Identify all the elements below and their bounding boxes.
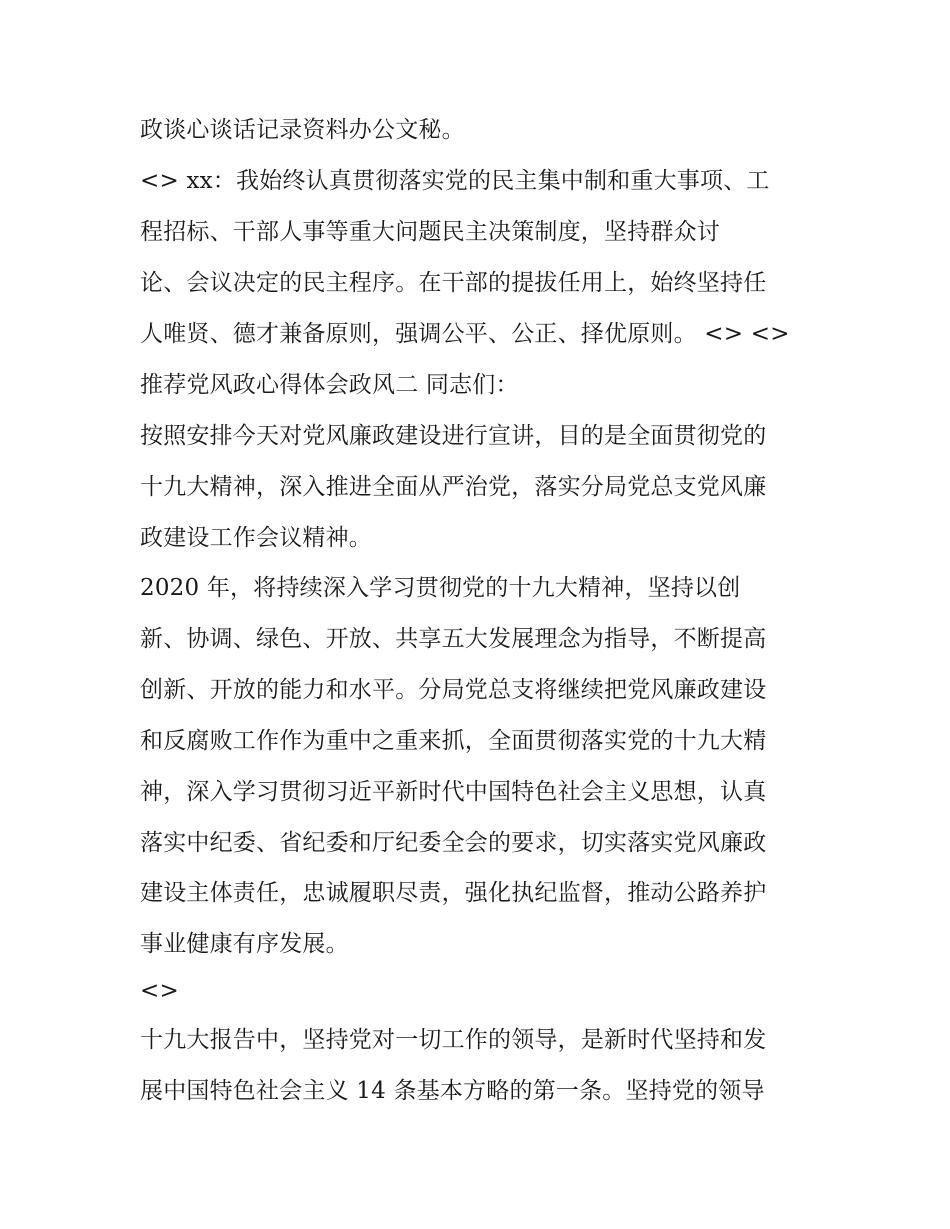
text-line: 事业健康有序发展。 xyxy=(140,931,349,957)
text-line: 政谈心谈话记录资料办公文秘。 xyxy=(140,117,465,143)
text-line: 2020 年，将持续深入学习贯彻党的十九大精神，坚持以创 xyxy=(140,575,741,601)
text-line: 十九大报告中，坚持党对一切工作的领导，是新时代坚持和发 xyxy=(140,1027,767,1053)
text-line: 按照安排今天对党风廉政建设进行宣讲，目的是全面贯彻党的 xyxy=(140,423,767,449)
text-line: 十九大精神，深入推进全面从严治党，落实分局党总支党风廉 xyxy=(140,474,767,500)
text-line: 人唯贤、德才兼备原则，强调公平、公正、择优原则。 <> <> xyxy=(140,321,790,347)
text-line: 展中国特色社会主义 14 条基本方略的第一条。坚持党的领导 xyxy=(140,1078,765,1104)
text-line: <> xx：我始终认真贯彻落实党的民主集中制和重大事项、工 xyxy=(140,168,770,194)
text-line: 政建设工作会议精神。 xyxy=(140,525,372,551)
text-line: 和反腐败工作作为重中之重来抓，全面贯彻落实党的十九大精 xyxy=(140,728,767,754)
text-line: 程招标、干部人事等重大问题民主决策制度，坚持群众讨 xyxy=(140,219,720,245)
text-line: 论、会议决定的民主程序。在干部的提拔任用上，始终坚持任 xyxy=(140,270,767,296)
text-line: 推荐党风政心得体会政风二 同志们： xyxy=(140,372,519,398)
text-line: <> xyxy=(140,978,179,1004)
text-line: 神，深入学习贯彻习近平新时代中国特色社会主义思想，认真 xyxy=(140,779,767,805)
text-line: 落实中纪委、省纪委和厅纪委全会的要求，切实落实党风廉政 xyxy=(140,830,767,856)
text-line: 建设主体责任，忠诚履职尽责，强化执纪监督，推动公路养护 xyxy=(140,880,767,906)
text-line: 创新、开放的能力和水平。分局党总支将继续把党风廉政建设 xyxy=(140,677,767,703)
text-line: 新、协调、绿色、开放、共享五大发展理念为指导，不断提高 xyxy=(140,626,767,652)
